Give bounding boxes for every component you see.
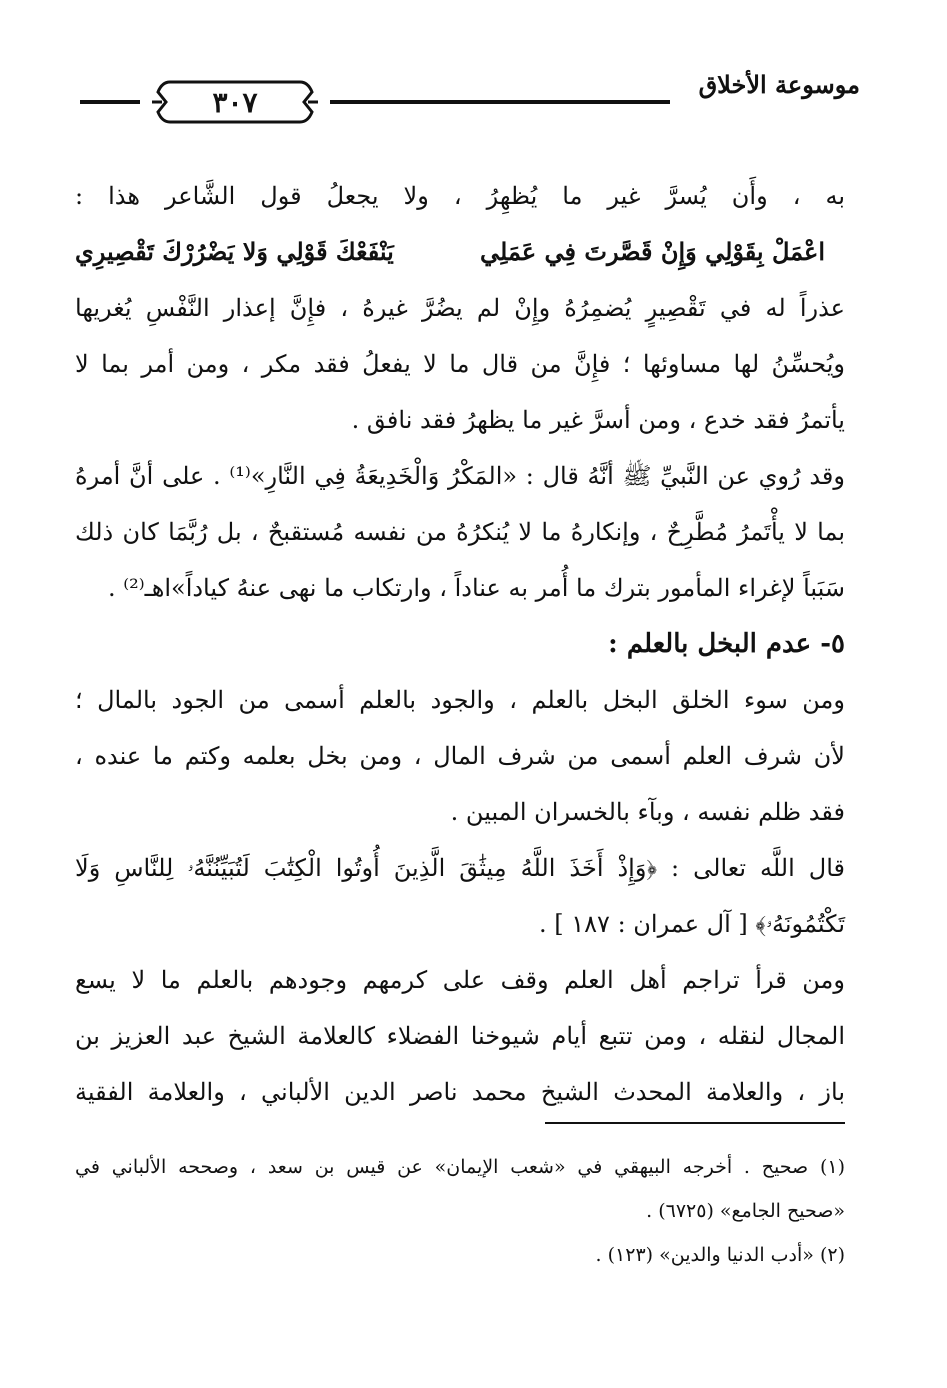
text-line: به ، وأَن يُسرَّ غير ما يُظهِرُ ، ولا يجعلُ قول الشَّاعر هذا : bbox=[75, 182, 845, 210]
footnote-1-continued: «صحيح الجامع» (٦٧٢٥) . bbox=[646, 1200, 845, 1222]
text-line: باز ، والعلامة المحدث الشيخ محمد ناصر الدين الألباني ، والعلامة الفقية bbox=[75, 1078, 845, 1106]
running-title: موسوعة الأخلاق bbox=[698, 70, 860, 99]
footnotes bbox=[75, 1145, 845, 1277]
page-header bbox=[80, 60, 860, 132]
poetry-verse bbox=[75, 224, 845, 280]
verse-second-hemistich: يَنْفَعْكَ قَوْلِي وَلا يَضْرُرْكَ تَقْصِيرِي bbox=[75, 237, 394, 266]
text-line: وقد رُوي عن النَّبيِّ ﷺ أنَّهُ قال : «المَكْرُ وَالْخَدِيعَةُ فِي النَّارِ»⁽¹⁾ . على أنَّ أمرهُ bbox=[75, 462, 845, 490]
text-line: يأتمرُ فقد خدع ، ومن أسرَّ غير ما يظهرُ فقد نافق . bbox=[351, 406, 845, 434]
text-line: عذراً له في تَقْصِيرٍ يُضمِرُهُ وإِنْ لم يضُرَّ غيرهُ ، فإِنَّ إعذار النَّفْسِ يُغريها bbox=[75, 294, 845, 322]
page-number: ٣٠٧ bbox=[212, 85, 258, 119]
footnote-divider bbox=[545, 1122, 845, 1124]
verse-first-hemistich: اعْمَلْ بِقَوْلِي وَإِنْ قَصَّرتَ فِي عَمَلِي bbox=[480, 237, 825, 266]
section-heading: ٥- عدم البخل بالعلم : bbox=[608, 629, 845, 659]
text-line: ومن قرأ تراجم أهل العلم وقف على كرمهم وجودهم بالعلم ما لا يسع bbox=[75, 966, 845, 994]
main-text bbox=[75, 168, 845, 1120]
text-line: بما لا يأْتَمرُ مُطَّرِحٌ ، وإنكارهُ ما لا يُنكرُهُ من نفسه مُستقبحٌ ، بل رُبَّمَا كان ذلك bbox=[75, 518, 845, 546]
footnote-2: (٢) «أدب الدنيا والدين» (١٢٣) . bbox=[595, 1244, 845, 1266]
page-number-frame bbox=[152, 78, 318, 126]
text-line: لأن شرف العلم أسمى من شرف المال ، ومن بخل بعلمه وكتم ما عنده ، bbox=[75, 742, 845, 770]
text-line: المجال لنقله ، ومن تتبع أيام شيوخنا الفضلاء كالعلامة الشيخ عبد العزيز بن bbox=[75, 1022, 845, 1050]
text-line: ومن سوء الخلق البخل بالعلم ، والجود بالعلم أسمى من الجود بالمال ؛ bbox=[75, 686, 845, 714]
quran-quote-line: تَكْتُمُونَهُۥ﴾ [ آل عمران : ١٨٧ ] . bbox=[539, 910, 845, 938]
header-rule-right bbox=[330, 100, 670, 104]
text-line: سَبَباً لإغراء المأمور بترك ما أُمر به عناداً ، وارتكاب ما نهى عنهُ كياداً»اهـ⁽²⁾ . bbox=[107, 574, 845, 602]
header-rule-left bbox=[80, 100, 140, 104]
quran-quote-line: قال اللَّه تعالى : ﴿وَإِذْ أَخَذَ اللَّهُ مِيثَٰقَ الَّذِينَ أُوتُوا الْكِتَٰبَ لَتُبَيِّنُنَّهُۥ لِلنَّاسِ وَلَا bbox=[75, 854, 845, 882]
footnote-1: (١) صحيح . أخرجه البيهقي في «شعب الإيمان» عن قيس بن سعد ، وصححه الألباني في bbox=[75, 1156, 845, 1178]
text-line: فقد ظلم نفسه ، وبآء بالخسران المبين . bbox=[450, 798, 845, 826]
text-line: ويُحسِّنُ لها مساوئها ؛ فإِنَّ من قال ما لا يفعلُ فقد مكر ، ومن أمر بما لا bbox=[75, 350, 845, 378]
